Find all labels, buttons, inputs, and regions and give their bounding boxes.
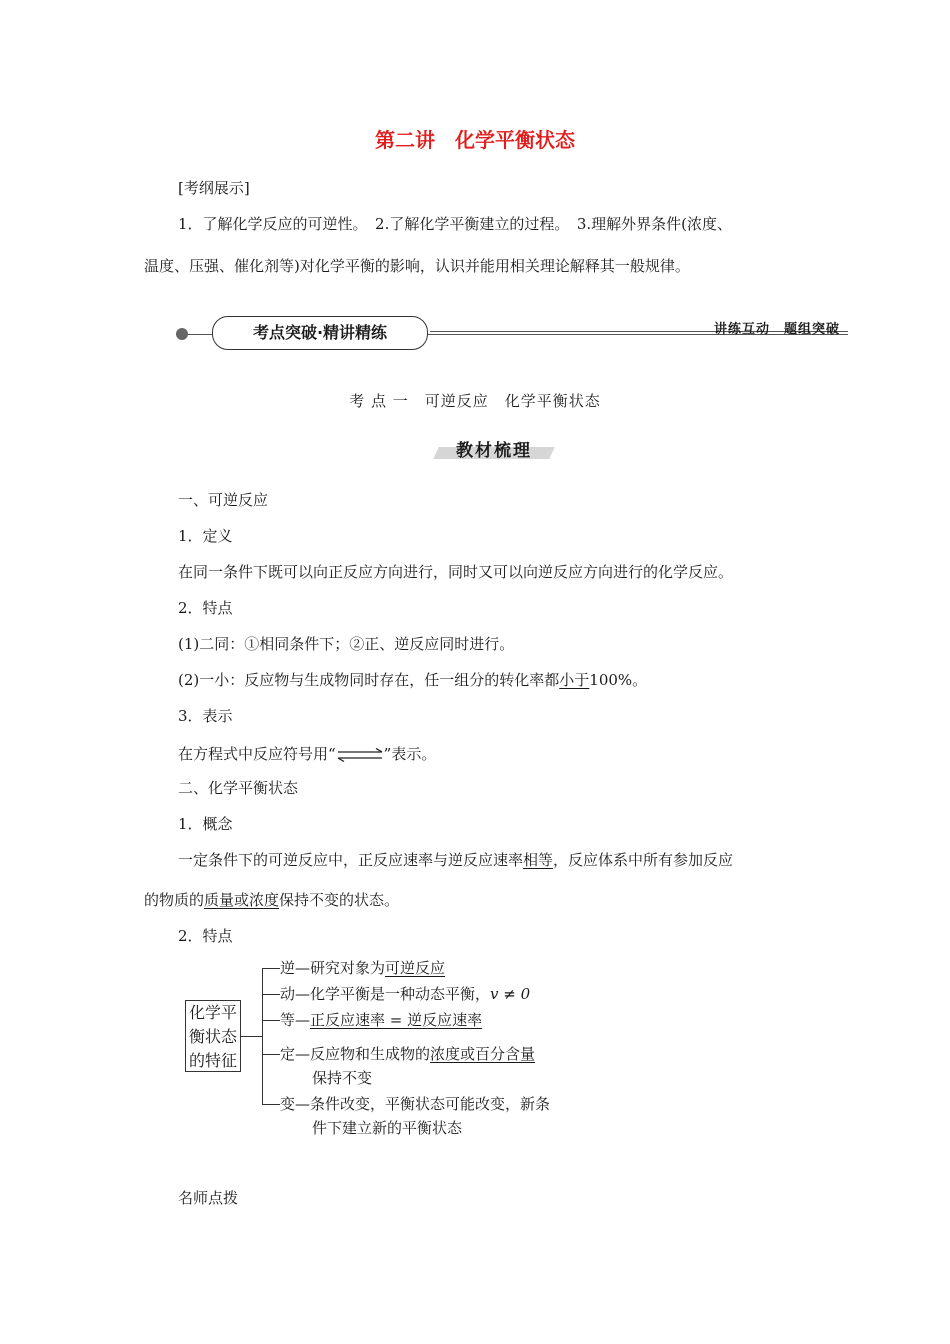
page-title: 第二讲 化学平衡状态 — [375, 128, 575, 152]
bracket-tick — [262, 1020, 280, 1021]
concept-title: 1．概念 — [178, 815, 233, 833]
feature-equal — [280, 1010, 482, 1030]
bracket-tick — [262, 994, 280, 995]
feature-fixed-pre: 定—反应物和生成物的 — [280, 1045, 431, 1063]
feature-dynamic-math: v ≠ 0 — [490, 985, 531, 1003]
features-title: 2．特点 — [178, 599, 233, 617]
banner-box-label: 考点突破·精讲精练 — [212, 316, 428, 350]
features-box-line: 的特征 — [188, 1051, 237, 1070]
feature-reversible — [280, 958, 445, 978]
feature-change-line-2: 件下建立新的平衡状态 — [312, 1119, 463, 1137]
answer-less-than: 小于 — [559, 671, 590, 689]
part2-title: 二、化学平衡状态 — [178, 779, 299, 797]
features-box-line: 化学平 — [188, 1003, 237, 1022]
feature-fixed — [280, 1044, 535, 1064]
bracket-tick — [262, 1104, 280, 1105]
section-heading: 考 点 一 可逆反应 化学平衡状态 — [349, 392, 601, 410]
answer-rate-equal: 正反应速率 = 逆反应速率 — [310, 1011, 483, 1029]
feature-two-same: (1)二同：①相同条件下；②正、逆反应同时进行。 — [178, 635, 515, 653]
feature-one-small-post: 100%。 — [589, 671, 648, 689]
features-box-line: 衡状态 — [188, 1027, 237, 1046]
reversible-arrow-icon — [336, 748, 384, 762]
banner-right-label: 讲练互动 题组突破 — [714, 322, 841, 337]
syllabus-line-1: 1．了解化学反应的可逆性。 2.了解化学平衡建立的过程。 3.理解外界条件(浓度、 — [178, 215, 733, 233]
concept-line-1 — [178, 850, 733, 870]
section-badge: 教材梳理 — [456, 441, 532, 461]
feature-equal-pre: 等— — [280, 1011, 311, 1029]
banner-dot-icon — [176, 328, 188, 340]
answer-equal: 相等 — [523, 851, 554, 869]
feature-one-small — [178, 670, 647, 690]
concept-line-2-post: 保持不变的状态。 — [279, 891, 400, 909]
answer-concentration-or-percentage: 浓度或百分含量 — [430, 1045, 536, 1063]
representation-pre: 在方程式中反应符号用“ — [178, 745, 336, 763]
box-connector — [241, 1036, 262, 1037]
feature-dynamic-text: 动—化学平衡是一种动态平衡， — [280, 985, 491, 1003]
bracket-tick — [262, 1054, 280, 1055]
bracket-tick — [262, 968, 280, 969]
definition-text: 在同一条件下既可以向正反应方向进行，同时又可以向逆反应方向进行的化学反应。 — [178, 563, 734, 581]
concept-line-2-pre: 的物质的 — [144, 891, 205, 909]
part1-title: 一、可逆反应 — [178, 491, 269, 509]
answer-mass-or-concentration: 质量或浓度 — [204, 891, 280, 909]
feature-one-small-pre: (2)一小：反应物与生成物同时存在，任一组分的转化率都 — [178, 671, 560, 689]
feature-dynamic — [280, 984, 530, 1004]
feature-fixed-line-2: 保持不变 — [312, 1069, 373, 1087]
part2-features-title: 2．特点 — [178, 927, 233, 945]
definition-title: 1．定义 — [178, 527, 233, 545]
answer-reversible-reaction: 可逆反应 — [385, 959, 446, 977]
representation-post: ”表示。 — [383, 745, 437, 763]
features-box — [185, 1000, 241, 1072]
syllabus-label: [考纲展示] — [178, 179, 250, 197]
concept-line-1-post: ，反应体系中所有参加反应 — [553, 851, 734, 869]
representation-title: 3．表示 — [178, 707, 233, 725]
feature-change-line-1: 变—条件改变，平衡状态可能改变，新条 — [280, 1095, 551, 1113]
feature-reversible-pre: 逆—研究对象为 — [280, 959, 386, 977]
concept-line-2 — [144, 890, 399, 910]
teacher-tip-label: 名师点拨 — [178, 1189, 239, 1207]
concept-line-1-pre: 一定条件下的可逆反应中，正反应速率与逆反应速率 — [178, 851, 524, 869]
bracket-vertical — [262, 968, 263, 1104]
representation-text — [178, 744, 436, 764]
syllabus-line-2: 温度、压强、催化剂等)对化学平衡的影响，认识并能用相关理论解释其一般规律。 — [144, 257, 690, 275]
